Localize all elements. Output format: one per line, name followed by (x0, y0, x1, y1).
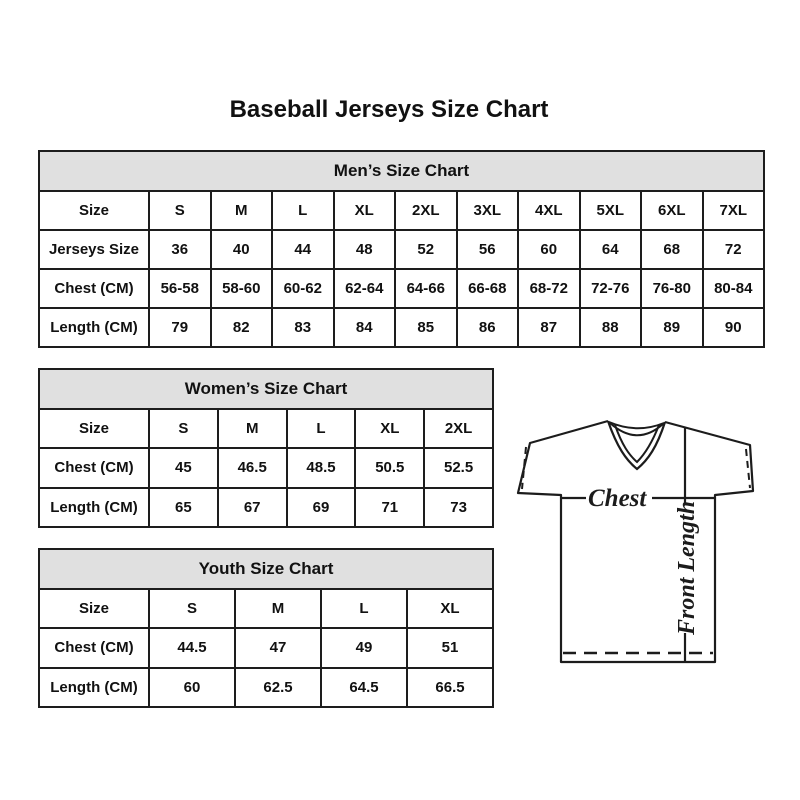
row-label-cell: Chest (CM) (39, 628, 149, 667)
value-cell: 67 (218, 488, 287, 527)
value-cell: 7XL (703, 191, 765, 230)
value-cell: 69 (287, 488, 356, 527)
jersey-right-cuff-seam (746, 449, 750, 488)
value-cell: 44.5 (149, 628, 235, 667)
value-cell: 47 (235, 628, 321, 667)
row-label-cell: Chest (CM) (39, 448, 149, 487)
value-cell: 84 (334, 308, 396, 347)
row-label-cell: Size (39, 409, 149, 448)
table-row (39, 308, 764, 347)
value-cell: 64.5 (321, 668, 407, 707)
size-table (38, 368, 494, 528)
value-cell: 3XL (457, 191, 519, 230)
value-cell: 73 (424, 488, 493, 527)
value-cell: 40 (211, 230, 273, 269)
value-cell: 83 (272, 308, 334, 347)
mens-size-chart-table (38, 150, 765, 348)
value-cell: 76-80 (641, 269, 703, 308)
row-label-cell: Length (CM) (39, 488, 149, 527)
page-title: Baseball Jerseys Size Chart (229, 96, 549, 123)
table-row (39, 230, 764, 269)
value-cell: 86 (457, 308, 519, 347)
value-cell: 51 (407, 628, 493, 667)
row-label-cell: Length (CM) (39, 668, 149, 707)
value-cell: 36 (149, 230, 211, 269)
value-cell: XL (407, 589, 493, 628)
value-cell: 79 (149, 308, 211, 347)
jersey-body-outline (518, 421, 753, 662)
value-cell: 66-68 (457, 269, 519, 308)
value-cell: 82 (211, 308, 273, 347)
table-header-row (39, 549, 493, 589)
value-cell: 50.5 (355, 448, 424, 487)
value-cell: L (321, 589, 407, 628)
value-cell: 89 (641, 308, 703, 347)
value-cell: 49 (321, 628, 407, 667)
table-row (39, 668, 493, 707)
value-cell: 88 (580, 308, 642, 347)
table-row (39, 191, 764, 230)
table-row (39, 269, 764, 308)
value-cell: L (272, 191, 334, 230)
value-cell: 66.5 (407, 668, 493, 707)
jersey-collar-arc-1 (609, 422, 664, 428)
size-table (38, 150, 765, 348)
value-cell: 64 (580, 230, 642, 269)
value-cell: XL (334, 191, 396, 230)
value-cell: 72-76 (580, 269, 642, 308)
value-cell: S (149, 589, 235, 628)
value-cell: XL (355, 409, 424, 448)
value-cell: M (218, 409, 287, 448)
value-cell: 60-62 (272, 269, 334, 308)
value-cell: 6XL (641, 191, 703, 230)
value-cell: 46.5 (218, 448, 287, 487)
value-cell: 2XL (424, 409, 493, 448)
value-cell: 52 (395, 230, 457, 269)
table-title: Women’s Size Chart (39, 369, 493, 409)
chest-label: Chest (588, 485, 647, 512)
row-label-cell: Size (39, 191, 149, 230)
value-cell: 90 (703, 308, 765, 347)
value-cell: 60 (518, 230, 580, 269)
value-cell: S (149, 409, 218, 448)
value-cell: S (149, 191, 211, 230)
value-cell: 5XL (580, 191, 642, 230)
value-cell: 62.5 (235, 668, 321, 707)
value-cell: 71 (355, 488, 424, 527)
value-cell: 2XL (395, 191, 457, 230)
table-row (39, 628, 493, 667)
size-table (38, 548, 494, 708)
row-label-cell: Size (39, 589, 149, 628)
row-label-cell: Length (CM) (39, 308, 149, 347)
value-cell: 72 (703, 230, 765, 269)
value-cell: L (287, 409, 356, 448)
value-cell: 85 (395, 308, 457, 347)
value-cell: 48.5 (287, 448, 356, 487)
table-title: Youth Size Chart (39, 549, 493, 589)
value-cell: 56-58 (149, 269, 211, 308)
value-cell: 68-72 (518, 269, 580, 308)
front-length-label: Front Length (674, 500, 700, 635)
value-cell: 62-64 (334, 269, 396, 308)
value-cell: 56 (457, 230, 519, 269)
value-cell: 44 (272, 230, 334, 269)
table-header-row (39, 151, 764, 191)
table-header-row (39, 369, 493, 409)
value-cell: 68 (641, 230, 703, 269)
youth-size-chart-table (38, 548, 494, 708)
value-cell: 45 (149, 448, 218, 487)
value-cell: 58-60 (211, 269, 273, 308)
jersey-outline-icon (505, 402, 777, 674)
value-cell: 52.5 (424, 448, 493, 487)
value-cell: 87 (518, 308, 580, 347)
table-row (39, 448, 493, 487)
jersey-measurement-diagram (505, 402, 777, 674)
table-row (39, 589, 493, 628)
row-label-cell: Jerseys Size (39, 230, 149, 269)
value-cell: 60 (149, 668, 235, 707)
value-cell: 48 (334, 230, 396, 269)
row-label-cell: Chest (CM) (39, 269, 149, 308)
value-cell: 64-66 (395, 269, 457, 308)
value-cell: 4XL (518, 191, 580, 230)
table-row (39, 488, 493, 527)
womens-size-chart-table (38, 368, 494, 528)
table-title: Men’s Size Chart (39, 151, 764, 191)
value-cell: M (211, 191, 273, 230)
value-cell: M (235, 589, 321, 628)
value-cell: 65 (149, 488, 218, 527)
table-row (39, 409, 493, 448)
value-cell: 80-84 (703, 269, 765, 308)
